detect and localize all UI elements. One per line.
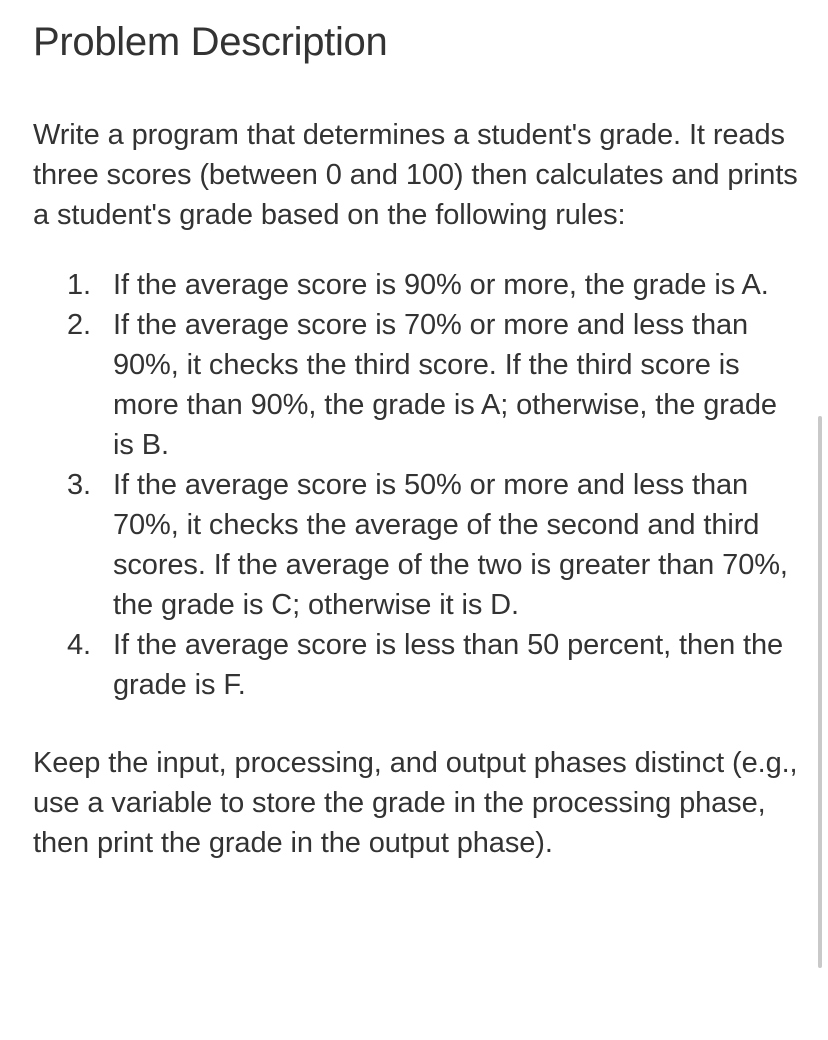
list-item: [33, 265, 803, 305]
problem-description-panel: [33, 14, 803, 863]
rule-number: 1.: [67, 269, 91, 301]
intro-paragraph: Write a program that determines a student's grade. It reads three scores (between 0 and 100) then calculates and prints a student's grade based on the following rules:: [33, 119, 798, 231]
rule-number: 4.: [67, 629, 91, 661]
rule-text: If the average score is 50% or more and less than 70%, it checks the average of the second and third scores. If the average of the two is greater than 70%, the grade is C; otherwise it is D.: [113, 469, 788, 621]
vertical-scrollbar[interactable]: [818, 416, 822, 968]
rule-text: If the average score is 70% or more and less than 90%, it checks the third score. If the third score is more than 90%, the grade is A; otherwise, the grade is B.: [113, 309, 777, 461]
outro-paragraph: Keep the input, processing, and output phases distinct (e.g., use a variable to store the grade in the processing phase, then print the grade in the output phase).: [33, 747, 798, 859]
rule-number: 2.: [67, 309, 91, 341]
rule-text: If the average score is 90% or more, the grade is A.: [113, 269, 769, 301]
page-title: Problem Description: [33, 20, 388, 64]
rule-text: If the average score is less than 50 percent, then the grade is F.: [113, 629, 784, 701]
list-item: [33, 305, 803, 465]
list-item: [33, 465, 803, 625]
list-item: [33, 625, 803, 705]
rules-list: [33, 265, 803, 705]
rule-number: 3.: [67, 469, 91, 501]
